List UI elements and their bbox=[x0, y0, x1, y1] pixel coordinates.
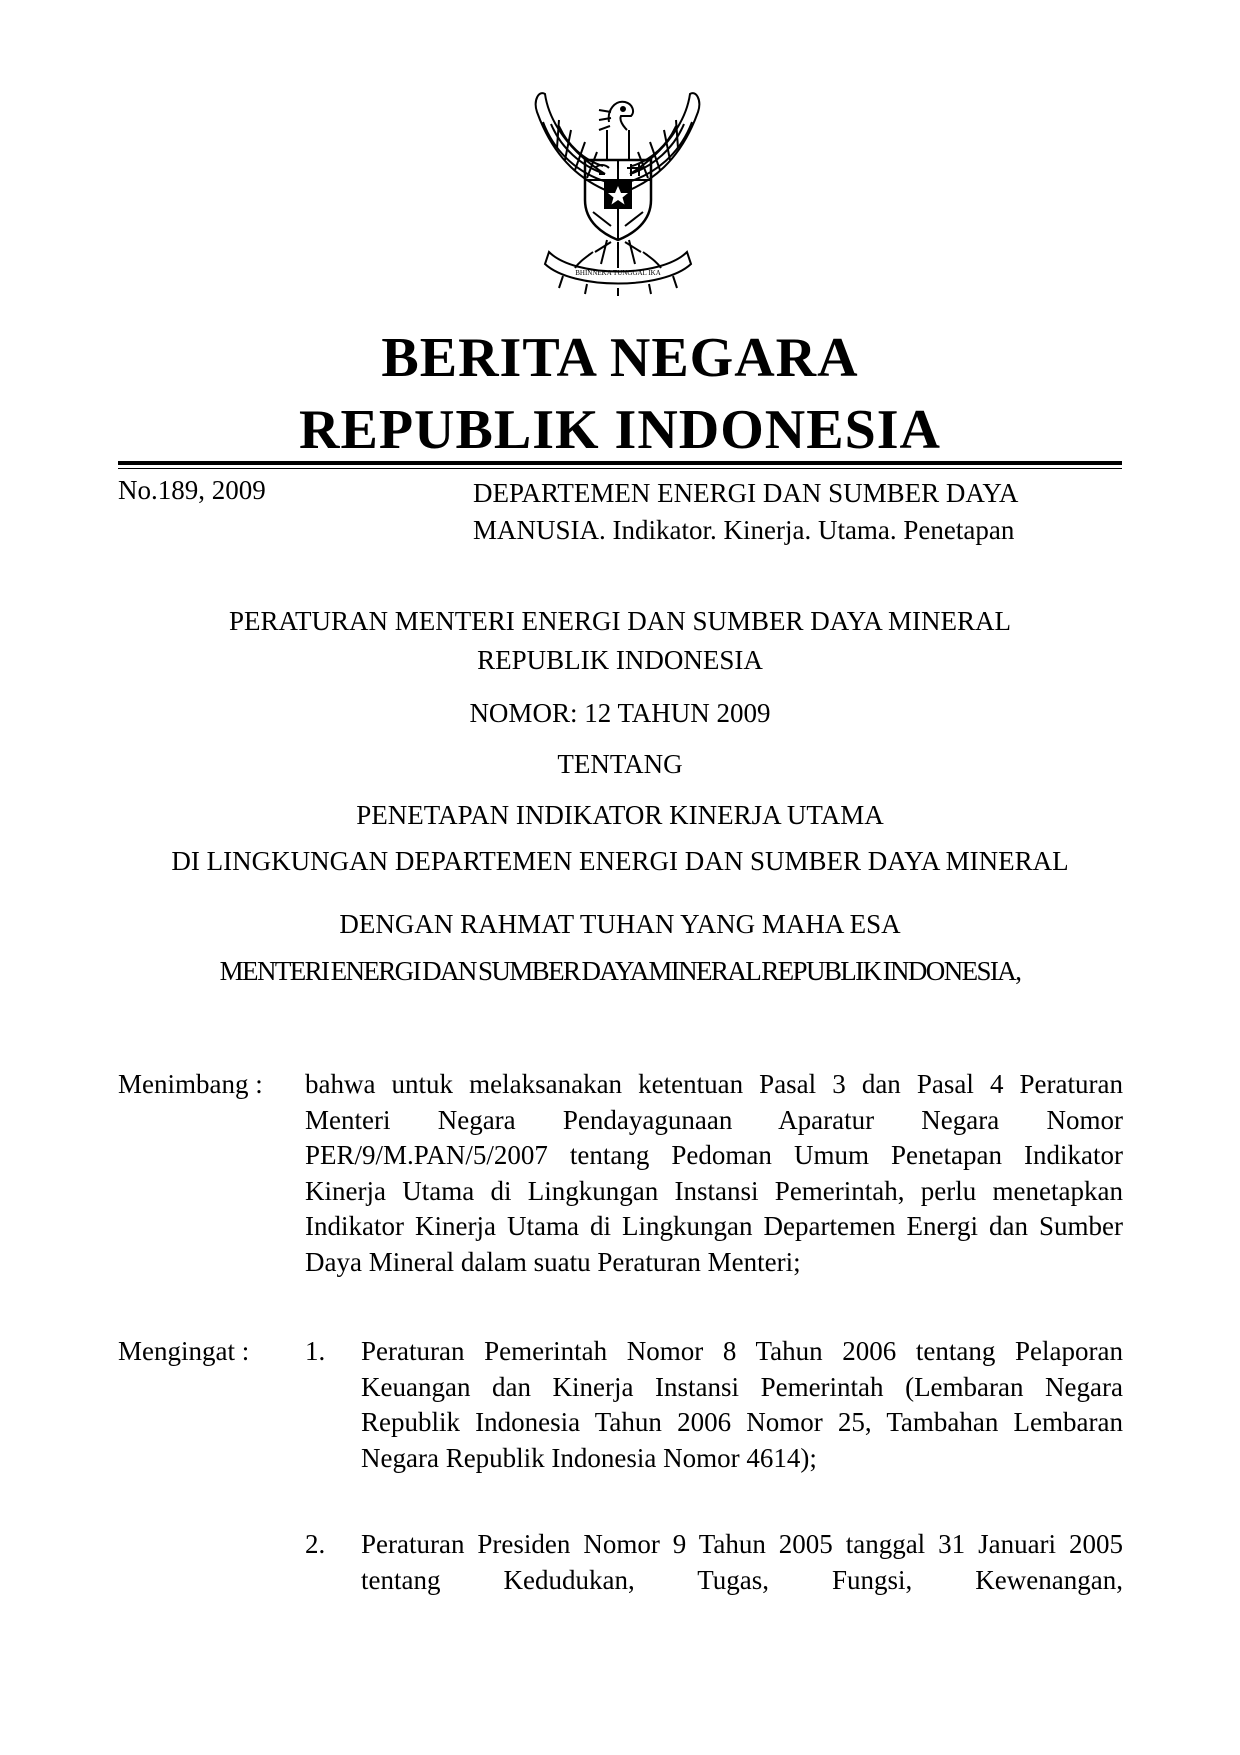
issue-subject-line2: MANUSIA. Indikator. Kinerja. Utama. Penetapan bbox=[473, 515, 1015, 545]
regulation-invocation: DENGAN RAHMAT TUHAN YANG MAHA ESA bbox=[339, 909, 901, 939]
considering-text: bahwa untuk melaksanakan ketentuan Pasal 3 dan Pasal 4 Peraturan Menteri Negara Pendayagunaan Aparatur Negara Nomor PER/9/M.PAN/5/2007 tentang Pedoman Umum Penetapan Indikator Kinerja Utama di Lingkungan Instansi Pemerintah, perlu menetapkan Indikator Kinerja Utama di Lingkungan Departemen Energi dan Sumber Daya Mineral dalam suatu Peraturan Menteri; bbox=[305, 1069, 1123, 1277]
garuda-emblem-icon bbox=[515, 82, 720, 297]
considering-label: Menimbang : bbox=[118, 1069, 263, 1099]
regulation-title-line2: REPUBLIK INDONESIA bbox=[477, 645, 763, 675]
recalling-label: Mengingat : bbox=[118, 1336, 250, 1366]
regulation-number: NOMOR: 12 TAHUN 2009 bbox=[469, 698, 771, 728]
masthead-title: BERITA NEGARA bbox=[381, 327, 859, 389]
recalling-item-text: Peraturan Presiden Nomor 9 Tahun 2005 tanggal 31 Januari 2005 tentang Kedudukan, Tugas, Fungsi, Kewenangan, bbox=[361, 1529, 1123, 1595]
issue-number: No.189, 2009 bbox=[118, 475, 266, 505]
masthead-rule bbox=[118, 461, 1122, 469]
regulation-issuer: MENTERI ENERGI DAN SUMBER DAYA MINERAL REPUBLIK INDONESIA, bbox=[219, 956, 1021, 986]
recalling-item-text: Peraturan Pemerintah Nomor 8 Tahun 2006 tentang Pelaporan Keuangan dan Kinerja Instansi Pemerintah (Lembaran Negara Republik Indonesia Tahun 2006 Nomor 25, Tambahan Lembaran Negara Republik Indonesia Nomor 4614); bbox=[361, 1336, 1123, 1473]
regulation-about: TENTANG bbox=[557, 749, 683, 779]
recalling-item-number: 1. bbox=[305, 1336, 326, 1366]
regulation-subject-line2: DI LINGKUNGAN DEPARTEMEN ENERGI DAN SUMBER DAYA MINERAL bbox=[171, 846, 1069, 876]
masthead-subtitle: REPUBLIK INDONESIA bbox=[299, 399, 941, 461]
recalling-item-number: 2. bbox=[305, 1529, 326, 1559]
regulation-subject-line1: PENETAPAN INDIKATOR KINERJA UTAMA bbox=[356, 800, 884, 830]
issue-subject-line1: DEPARTEMEN ENERGI DAN SUMBER DAYA bbox=[473, 478, 1019, 508]
svg-text:BHINNEKA TUNGGAL IKA: BHINNEKA TUNGGAL IKA bbox=[575, 269, 661, 277]
issue-subject bbox=[473, 475, 1123, 549]
regulation-title-line1: PERATURAN MENTERI ENERGI DAN SUMBER DAYA MINERAL bbox=[228, 606, 1012, 636]
